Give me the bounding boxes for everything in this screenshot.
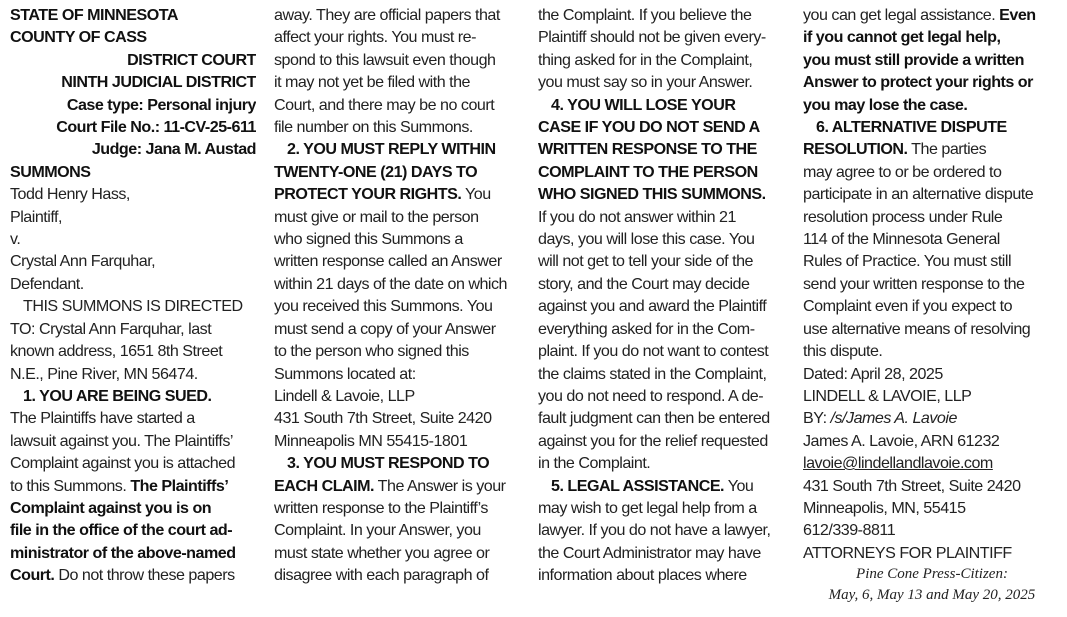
court-heading: DISTRICT COURT (127, 50, 256, 69)
text-line: it may not yet be filed with the (274, 73, 471, 92)
section-heading-5: 5. LEGAL ASSISTANCE. (551, 476, 725, 495)
text-line: written response to the Plaintiff’s (274, 498, 488, 517)
text-run: Do not throw these papers (54, 566, 235, 585)
defendant-role: Defendant. (10, 274, 84, 293)
publication-dates: May, 6, May 13 and May 20, 2025 (828, 587, 1036, 604)
column-2 (274, 4, 520, 587)
court-file-number: Court File No.: 11-CV-25-611 (56, 118, 256, 137)
text-line: file number on this Summons. (274, 118, 473, 137)
bold-line: WRITTEN RESPONSE TO THE (538, 140, 757, 159)
text-line: within 21 days of the date on which (274, 274, 508, 293)
text-line: use alternative means of resolving (803, 319, 1031, 338)
text-line: to the person who signed this (274, 342, 469, 361)
text-line: the Court Administrator may have (538, 543, 761, 562)
defendant-name: Crystal Ann Farquhar, (10, 252, 156, 271)
text-line: against you and award the Plaintiff (538, 297, 767, 316)
address-line-1: 431 South 7th Street, Suite 2420 (803, 476, 1021, 495)
bold-line: ministrator of the above-named (10, 543, 236, 562)
column-1 (10, 4, 256, 587)
text-run: The parties (907, 140, 987, 159)
district-heading: NINTH JUDICIAL DISTRICT (61, 73, 256, 92)
bold-run: Even (999, 6, 1036, 24)
text-line: must state whether you agree or (274, 543, 490, 562)
bold-line: you must still provide a written (803, 50, 1024, 69)
section-heading-1: 1. YOU ARE BEING SUED. (23, 386, 212, 405)
bold-line: Complaint against you is on (10, 498, 212, 517)
text-line: who signed this Summons a (274, 230, 463, 249)
bold-line: COMPLAINT TO THE PERSON (538, 162, 758, 181)
text-line: 431 South 7th Street, Suite 2420 (274, 409, 492, 428)
bold-line: TWENTY-ONE (21) DAYS TO (274, 162, 478, 181)
text-line: Complaint even if you expect to (803, 297, 1013, 316)
text-line: you do not need to respond. A de- (538, 386, 764, 405)
text-line: days, you will lose this case. You (538, 230, 755, 249)
text-line: this dispute. (803, 342, 883, 361)
text-line: story, and the Court may decide (538, 274, 750, 293)
bold-run: EACH CLAIM. (274, 476, 374, 495)
bold-run: The Plaintiffs’ (130, 476, 229, 495)
judge-name: Judge: Jana M. Austad (91, 140, 256, 159)
text-line: you received this Summons. You (274, 297, 493, 316)
bold-run: Court. (10, 566, 55, 585)
text-line: participate in an alternative dispute (803, 185, 1034, 204)
email-link[interactable]: lavoie@lindellandlavoie.com (803, 454, 993, 473)
text-line: Complaint. In your Answer, you (274, 521, 481, 540)
text-line (803, 4, 1049, 26)
text-line: fault judgment can then be entered (538, 409, 770, 428)
text-line: Minneapolis MN 55415-1801 (274, 431, 468, 450)
text-line: the claims stated in the Complaint, (538, 364, 767, 383)
text-line (274, 183, 520, 205)
text-line: in the Complaint. (538, 454, 651, 473)
text-line: affect your rights. You must re- (274, 28, 476, 47)
text-line: Plaintiff should not be given every- (538, 28, 766, 47)
column-3 (538, 4, 784, 587)
text-line: everything asked for in the Com- (538, 319, 755, 338)
section-heading-2: 2. YOU MUST REPLY WITHIN (287, 140, 496, 159)
versus: v. (10, 230, 21, 249)
section-heading-3: 3. YOU MUST RESPOND TO (287, 454, 490, 473)
text-line: send your written response to the (803, 274, 1025, 293)
text-line: must send a copy of your Answer (274, 319, 496, 338)
text-line: TO: Crystal Ann Farquhar, last (10, 319, 212, 338)
case-type: Case type: Personal injury (66, 95, 256, 114)
text-line: may wish to get legal help from a (538, 498, 757, 517)
text-line: you must say so in your Answer. (538, 73, 753, 92)
text-line: Rules of Practice. You must still (803, 252, 1012, 271)
text-line: Court, and there may be no court (274, 95, 495, 114)
signature-line (803, 407, 1049, 429)
text-line: may agree to or be ordered to (803, 162, 1002, 181)
text-line: thing asked for in the Complaint, (538, 50, 753, 69)
text-line: 114 of the Minnesota General (803, 230, 1000, 249)
firm-name: LINDELL & LAVOIE, LLP (803, 386, 972, 405)
bold-run: RESOLUTION. (803, 140, 908, 159)
text-line: Lindell & Lavoie, LLP (274, 386, 415, 405)
text-line (10, 564, 256, 586)
bold-line: file in the office of the court ad- (10, 521, 233, 540)
section-heading-4: 4. YOU WILL LOSE YOUR (551, 95, 736, 114)
text-line: known address, 1651 8th Street (10, 342, 223, 361)
text-run: The Answer is your (374, 476, 506, 495)
phone-number: 612/339-8811 (803, 521, 896, 540)
section-heading-6: 6. ALTERNATIVE DISPUTE (816, 118, 1007, 137)
electronic-signature: /s/James A. Lavoie (830, 409, 957, 428)
text-line: Complaint against you is attached (10, 454, 236, 473)
text-run: You (724, 476, 754, 495)
text-run: You (461, 185, 491, 204)
column-4 (803, 4, 1049, 606)
text-line: disagree with each paragraph of (274, 566, 489, 585)
text-line: written response called an Answer (274, 252, 502, 271)
text-line: plaint. If you do not want to contest (538, 342, 769, 361)
county-heading: COUNTY OF CASS (10, 28, 147, 47)
text-line: The Plaintiffs have started a (10, 409, 195, 428)
text-line: away. They are official papers that (274, 6, 500, 24)
text-line: lawyer. If you do not have a lawyer, (538, 521, 771, 540)
text-run: to this Summons. (10, 476, 131, 495)
text-line: information about places where (538, 566, 747, 585)
text-line: the Complaint. If you believe the (538, 6, 752, 24)
bold-line: Answer to protect your rights or (803, 73, 1033, 92)
publication-name: Pine Cone Press-Citizen: (856, 566, 1008, 583)
plaintiff-name: Todd Henry Hass, (10, 185, 130, 204)
document-title: SUMMONS (10, 162, 91, 181)
plaintiff-role: Plaintiff, (10, 207, 62, 226)
attorney-name: James A. Lavoie, ARN 61232 (803, 431, 1000, 450)
dated-line: Dated: April 28, 2025 (803, 364, 943, 383)
text-line: N.E., Pine River, MN 56474. (10, 364, 198, 383)
text-line (538, 475, 784, 497)
text-line: If you do not answer within 21 (538, 207, 736, 226)
bold-line: CASE IF YOU DO NOT SEND A (538, 118, 760, 137)
text-line: will not get to tell your side of the (538, 252, 753, 271)
text-line (274, 475, 520, 497)
text-line (803, 138, 1049, 160)
text-line: THIS SUMMONS IS DIRECTED (23, 297, 243, 316)
bold-line: WHO SIGNED THIS SUMMONS. (538, 185, 766, 204)
by-prefix: BY: (803, 409, 831, 428)
bold-line: if you cannot get legal help, (803, 28, 1001, 47)
state-heading: STATE OF MINNESOTA (10, 6, 179, 24)
address-line-2: Minneapolis, MN, 55415 (803, 498, 966, 517)
text-run: you can get legal assistance. (803, 6, 1000, 24)
bold-line: you may lose the case. (803, 95, 968, 114)
text-line: must give or mail to the person (274, 207, 479, 226)
text-line: spond to this lawsuit even though (274, 50, 496, 69)
text-line: against you for the relief requested (538, 431, 768, 450)
text-line: resolution process under Rule (803, 207, 1003, 226)
bold-run: PROTECT YOUR RIGHTS. (274, 185, 462, 204)
text-line: Summons located at: (274, 364, 416, 383)
text-line: lawsuit against you. The Plaintiffs’ (10, 431, 233, 450)
text-line (10, 475, 256, 497)
attorney-role: ATTORNEYS FOR PLAINTIFF (803, 543, 1012, 562)
